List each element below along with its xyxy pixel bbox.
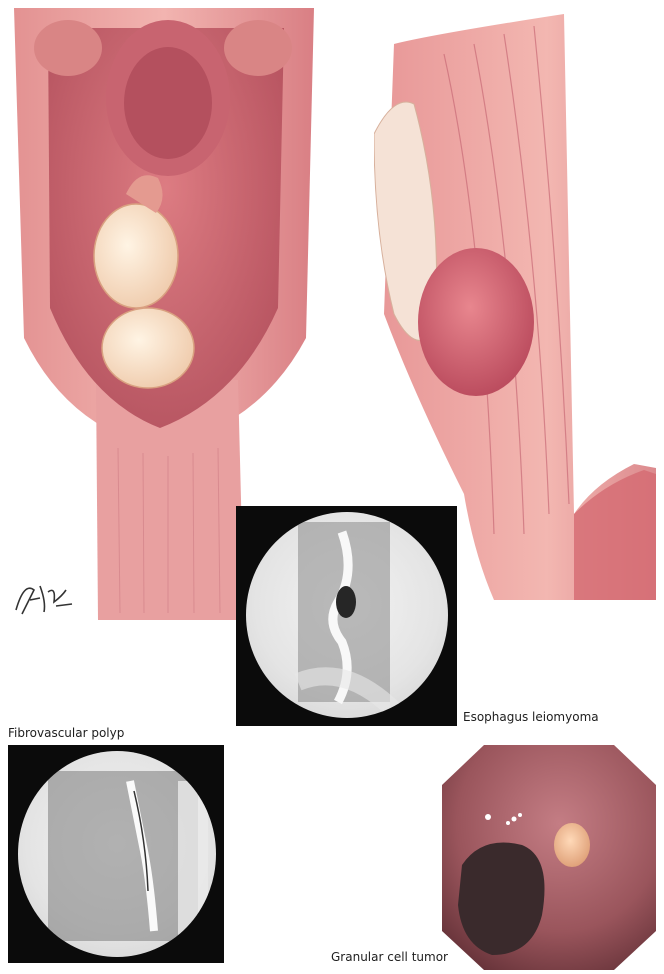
- polyp-lower-lobe: [102, 308, 194, 388]
- xray-overlay-line-2: F: 34 %: [418, 693, 435, 698]
- barium-swallow-xray-bottom: [8, 745, 224, 963]
- larynx-inner: [124, 47, 212, 159]
- granular-cell-tumor-nodule: [554, 823, 590, 867]
- xray-image-bottom: [18, 751, 216, 957]
- xray-field: [18, 751, 216, 957]
- xray-overlay-line-2: F: 34 %: [186, 934, 203, 939]
- xray-overlay-line-1: H: 80 %: [186, 929, 203, 934]
- right-gland: [224, 20, 292, 76]
- granular-cell-tumor-caption: Granular cell tumor: [331, 950, 448, 964]
- left-gland: [34, 20, 102, 76]
- barium-swallow-xray-top: [236, 506, 457, 726]
- polyp-upper-lobe: [94, 204, 178, 308]
- artist-signature: [10, 572, 80, 620]
- fibrovascular-polyp-caption: Fibrovascular polyp: [8, 726, 125, 740]
- gastric-folds: [574, 470, 656, 600]
- xray-field: [246, 512, 448, 718]
- endoscopy-image: [442, 745, 656, 970]
- xray-overlay-line-1: H: 80 %: [418, 688, 435, 693]
- leiomyoma-mass: [418, 248, 534, 396]
- esophagus-leiomyoma-caption: Esophagus leiomyoma: [463, 710, 599, 724]
